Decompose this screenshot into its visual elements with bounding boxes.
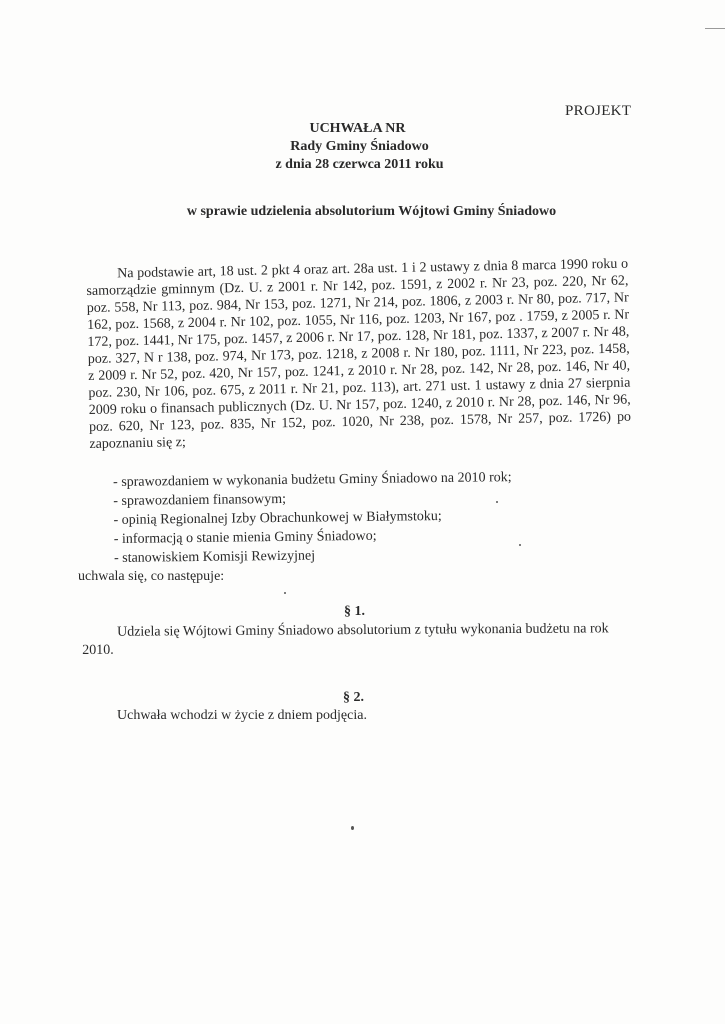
- considered-documents-list: [113, 468, 513, 568]
- legal-basis-paragraph: [86, 256, 631, 453]
- page-edge-mark: [705, 28, 725, 29]
- list-item: - sprawozdaniem w wykonania budżetu Gminy Śniadowo na 2010 rok;: [113, 470, 512, 490]
- legal-basis-text: Na podstawie art, 18 ust. 2 pkt 4 oraz art. 28a ust. 1 i 2 ustawy z dnia 8 marca 1990 roku o samorządzie gminnym (Dz. U. z 2001 r. Nr 142, poz. 1591, z 2002 r. Nr 23, poz. 220, Nr 62, poz. 558, Nr 113, poz. 984, Nr 153, poz. 1271, Nr 214, poz. 1806, z 2003 r. Nr 80, poz. 717, Nr 162, poz. 1568, z 2004 r. Nr 102, poz. 1055, Nr 116, poz. 1203, Nr 167, poz . 1759, z 2005 r. Nr 172, poz. 1441, Nr 175, poz. 1457, z 2006 r. Nr 17, poz. 128, Nr 181, poz. 1337, z 2007 r. Nr 48, poz. 327, N r 138, poz. 974, Nr 173, poz. 1218, z 2008 r. Nr 180, poz. 1111, Nr 223, poz. 1458, z 2009 r. Nr 52, poz. 420, Nr 157, poz. 1241, z 2010 r. Nr 28, poz. 142, Nr 28, poz. 146, Nr 40, poz. 230, Nr 106, poz. 675, z 2011 r. Nr 21, poz. 113), art. 271 ust. 1 ustawy z dnia 27 sierpnia 2009 roku o finansach publicznych (Dz. U. Nr 157, poz. 1240, z 2010 r. Nr 28, poz. 146, Nr 96, poz. 620, Nr 123, poz. 835, Nr 152, poz. 1020, Nr 238, poz. 1578, Nr 257, poz. 1726) po zapoznaniu się z;: [86, 256, 632, 452]
- scan-speck: [351, 826, 354, 830]
- scan-speck: [496, 501, 498, 503]
- status-label: PROJEKT: [565, 103, 632, 119]
- scan-speck: [519, 544, 521, 546]
- list-item: - sprawozdaniem finansowym;: [113, 491, 287, 509]
- list-item: - stanowiskiem Komisji Rewizyjnej: [113, 548, 316, 566]
- resolution-subject: [0, 204, 725, 220]
- paragraph-1-mark: § 1.: [344, 604, 365, 619]
- paragraph-2-text: Uchwała wchodzi w życie z dniem podjęcia.: [117, 708, 367, 723]
- paragraph-1-body: [82, 620, 622, 660]
- resolution-subject-text: w sprawie udzielenia absolutorium Wójtowi Gminy Śniadowo: [186, 204, 557, 219]
- paragraph-2-mark: § 2.: [343, 690, 364, 705]
- list-item: - informacją o stanie mienia Gminy Śniadowo;: [113, 528, 377, 547]
- resolution-header: [0, 120, 725, 174]
- resolution-title: UCHWAŁA NR: [309, 121, 406, 136]
- paragraph-1-text: Udziela się Wójtowi Gminy Śniadowo absolutorium z tytułu wykonania budżetu na rok 2010.: [82, 621, 609, 658]
- resolution-issuer: Rady Gminy Śniadowo: [290, 139, 429, 154]
- decision-intro: uchwala się, co następuje:: [78, 569, 225, 584]
- scan-speck: [284, 592, 286, 594]
- list-item: - opinią Regionalnej Izby Obrachunkowej w Białymstoku;: [113, 508, 442, 528]
- resolution-date: z dnia 28 czerwca 2011 roku: [275, 157, 444, 172]
